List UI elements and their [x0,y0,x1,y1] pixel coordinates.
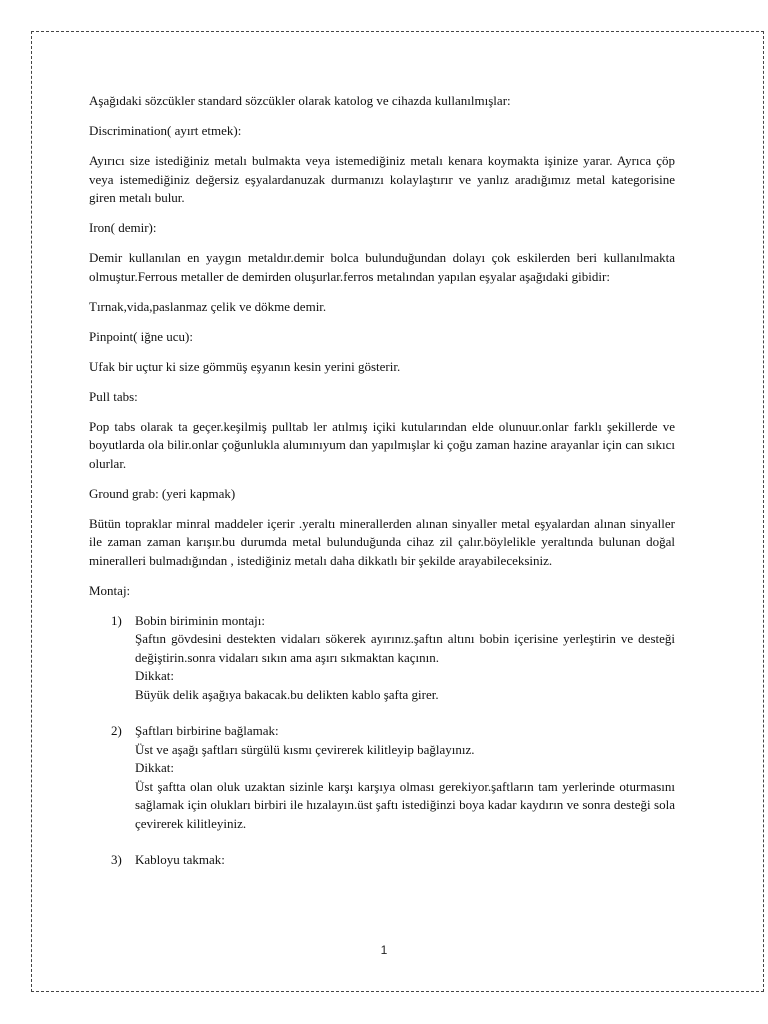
list-item-note: Büyük delik aşağıya bakacak.bu delikten kablo şafta girer. [135,686,439,702]
pinpoint-paragraph: Ufak bir uçtur ki size gömmüş eşyanın kesin yerini gösterir. [89,358,401,374]
list-item [89,612,675,705]
list-item-note-label: Dikkat: [135,760,174,775]
list-item-number: 1) [111,612,122,628]
list-item-text: Şaftın gövdesini destekten vidaları sökerek ayırınız.şaftın altını bobin içerisine yerleştirin ve desteği değiştirin.sonra vidaları sıkın ama aşırı sıkmaktan kaçının. [135,631,675,665]
list-item-title: Kabloyu takmak: [135,852,225,867]
list-item-title: Bobin biriminin montajı: [135,612,265,628]
iron-examples-paragraph: Tırnak,vida,paslanmaz çelik ve dökme demir. [89,298,327,314]
montaj-heading: Montaj: [89,582,131,598]
intro-paragraph: Aşağıdaki sözcükler standard sözcükler olarak katolog ve cihazda kullanılmışlar: [89,93,511,108]
ground-grab-heading: Ground grab: (yeri kapmak) [89,485,236,501]
list-item-note: Üst şaftta olan oluk uzaktan sizinle karşı karşıya olması gerekiyor.şaftların tam yerlerinde oturmasını sağlamak için olukları birbiri ile hızalayın.üst şaftı istediğinzi boya kadar kaydırın ve sonra desteği sola çevirerek kilitleyiniz. [135,778,675,831]
pull-tabs-heading: Pull tabs: [89,388,138,404]
list-item-number: 3) [111,852,122,867]
iron-heading: Iron( demir): [89,220,157,235]
discrimination-heading: Discrimination( ayırt etmek): [89,123,242,138]
list-item-title: Şaftları birbirine bağlamak: [135,723,279,738]
discrimination-paragraph: Ayırıcı size istediğiniz metalı bulmakta veya istemediğiniz metalı kenara koymakta işinize yarar. Ayrıca çöp veya istemediğiniz değersiz eşyalardanuzak durmanızı kolaylaştırır ve yanlız aradığımız metal kategorisine giren metalı bulur. [89,153,675,205]
document-body [89,92,675,888]
ground-grab-paragraph: Bütün topraklar minral maddeler içerir .yeraltı minerallerden alınan sinyaller metal eşyalardan alınan sinyaller ile zaman zaman karışır.bu durumda metal bulunduğunda cihaz zil çalır.böylelikle yeraltında bulunan doğal mineralleri bulmadığından , istediğiniz metalı daha dikkatlı bir şekilde arayabileceksiniz. [89,515,675,568]
list-item-number: 2) [111,723,122,738]
list-item [89,722,675,833]
iron-paragraph: Demir kullanılan en yaygın metaldır.demir bolca bulunduğundan dolayı çok eskilerden beri kullanılmakta olmuştur.Ferrous metaller de demirden oluşurlar.ferros metalından yapılan eşyalar aşağıdaki gibidir: [89,250,675,284]
pull-tabs-paragraph: Pop tabs olarak ta geçer.keşilmiş pulltab ler atılmış içiki kutularından elde olunuur.onlar farklı şekillerde ve boyutlarda ola bilir.onlar çoğunlukla alumınıyum dan yapılmışlar ki çoğu zaman hazine arayanlar için can sıkıcı olurlar. [89,418,675,471]
assembly-steps-list [89,612,675,870]
list-item-note-label: Dikkat: [135,668,174,683]
page-number: 1 [380,943,388,957]
list-item-text: Üst ve aşağı şaftları sürgülü kısmı çevirerek kilitleyip bağlayınız. [135,741,475,757]
pinpoint-heading: Pinpoint( iğne ucu): [89,328,193,344]
list-item [89,851,675,870]
